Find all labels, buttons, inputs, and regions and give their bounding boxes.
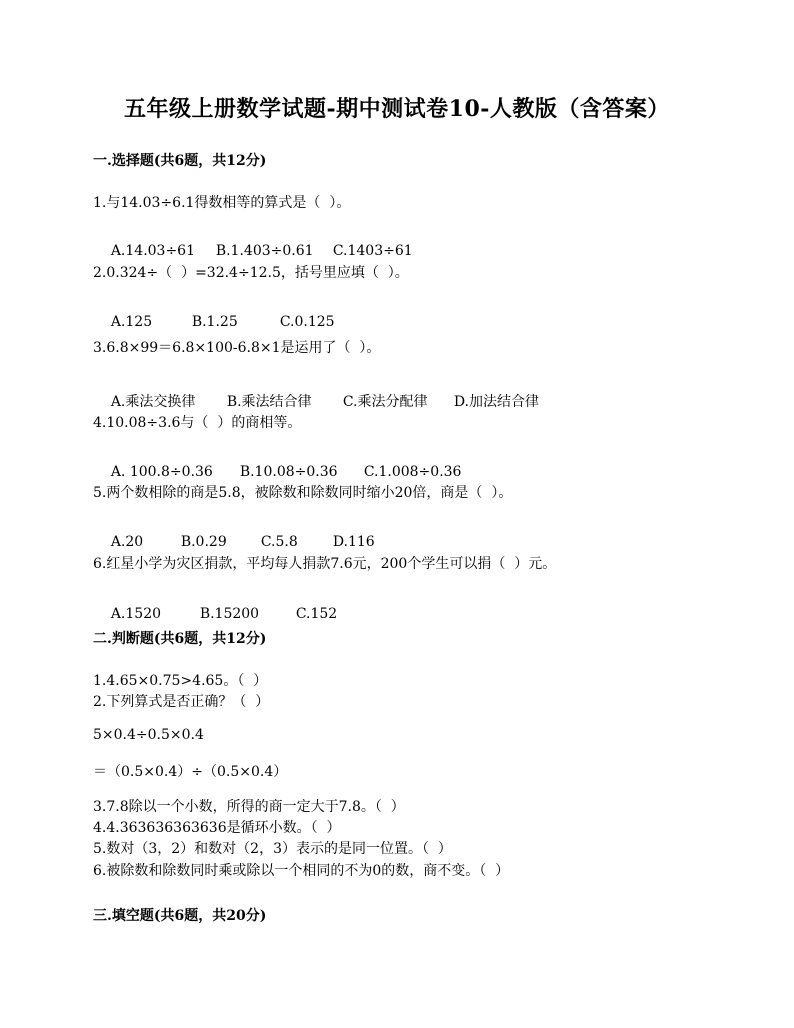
option: A.14.03÷61 (110, 243, 195, 259)
section-heading-choice: 一.选择题(共6题，共12分) (93, 153, 267, 169)
option: B.15200 (199, 606, 260, 622)
question-text: 1.与14.03÷6.1得数相等的算式是（ ）。 (93, 195, 351, 211)
option: B.1.25 (191, 314, 238, 330)
option: A. 100.8÷0.36 (110, 464, 213, 480)
option: A.乘法交换律 (110, 394, 196, 410)
judgement-line: 1.4.65×0.75>4.65。（ ） (93, 673, 268, 689)
option: C.1.008÷0.36 (363, 464, 462, 480)
option: C.1403÷61 (332, 243, 413, 259)
judgement-line: 2.下列算式是否正确？（ ） (93, 694, 270, 710)
question-text: 6.红星小学为灾区捐款，平均每人捐款7.6元，200个学生可以捐（ ）元。 (93, 556, 557, 572)
judgement-line: 5×0.4÷0.5×0.4 (93, 727, 204, 743)
page-title: 五年级上册数学试题-期中测试卷10-人教版（含答案） (124, 96, 670, 122)
option: B.乘法结合律 (226, 394, 312, 410)
option: C.乘法分配律 (342, 394, 428, 410)
judgement-line: 6.被除数和除数同时乘或除以一个相同的不为0的数，商不变。（ ） (93, 863, 510, 879)
question-text: 2.0.324÷（ ）=32.4÷12.5，括号里应填（ ）。 (93, 265, 409, 281)
option: C.152 (295, 606, 338, 622)
section-heading-fill-in: 三.填空题(共6题，共20分) (93, 908, 267, 924)
judgement-line: 3.7.8除以一个小数，所得的商一定大于7.8。（ ） (93, 799, 405, 815)
option: A.20 (110, 534, 144, 550)
section-heading-judgement: 二.判断题(共6题，共12分) (93, 631, 267, 647)
judgement-line: 4.4.363636363636是循环小数。（ ） (93, 820, 341, 836)
option: A.1520 (110, 606, 162, 622)
option: B.10.08÷0.36 (239, 464, 338, 480)
question-text: 3.6.8×99＝6.8×100-6.8×1是运用了（ ）。 (93, 340, 381, 356)
option: A.125 (110, 314, 153, 330)
judgement-line: ＝（0.5×0.4）÷（0.5×0.4） (93, 764, 288, 780)
option: D.116 (332, 534, 375, 550)
option: D.加法结合律 (453, 394, 539, 410)
option: B.0.29 (180, 534, 227, 550)
option: C.0.125 (279, 314, 335, 330)
question-text: 5.两个数相除的商是5.8，被除数和除数同时缩小20倍，商是（ ）。 (93, 485, 513, 501)
question-text: 4.10.08÷3.6与（ ）的商相等。 (93, 415, 302, 431)
option: B.1.403÷0.61 (215, 243, 314, 259)
option: C.5.8 (260, 534, 298, 550)
judgement-line: 5.数对（3，2）和数对（2，3）表示的是同一位置。（ ） (93, 841, 452, 857)
